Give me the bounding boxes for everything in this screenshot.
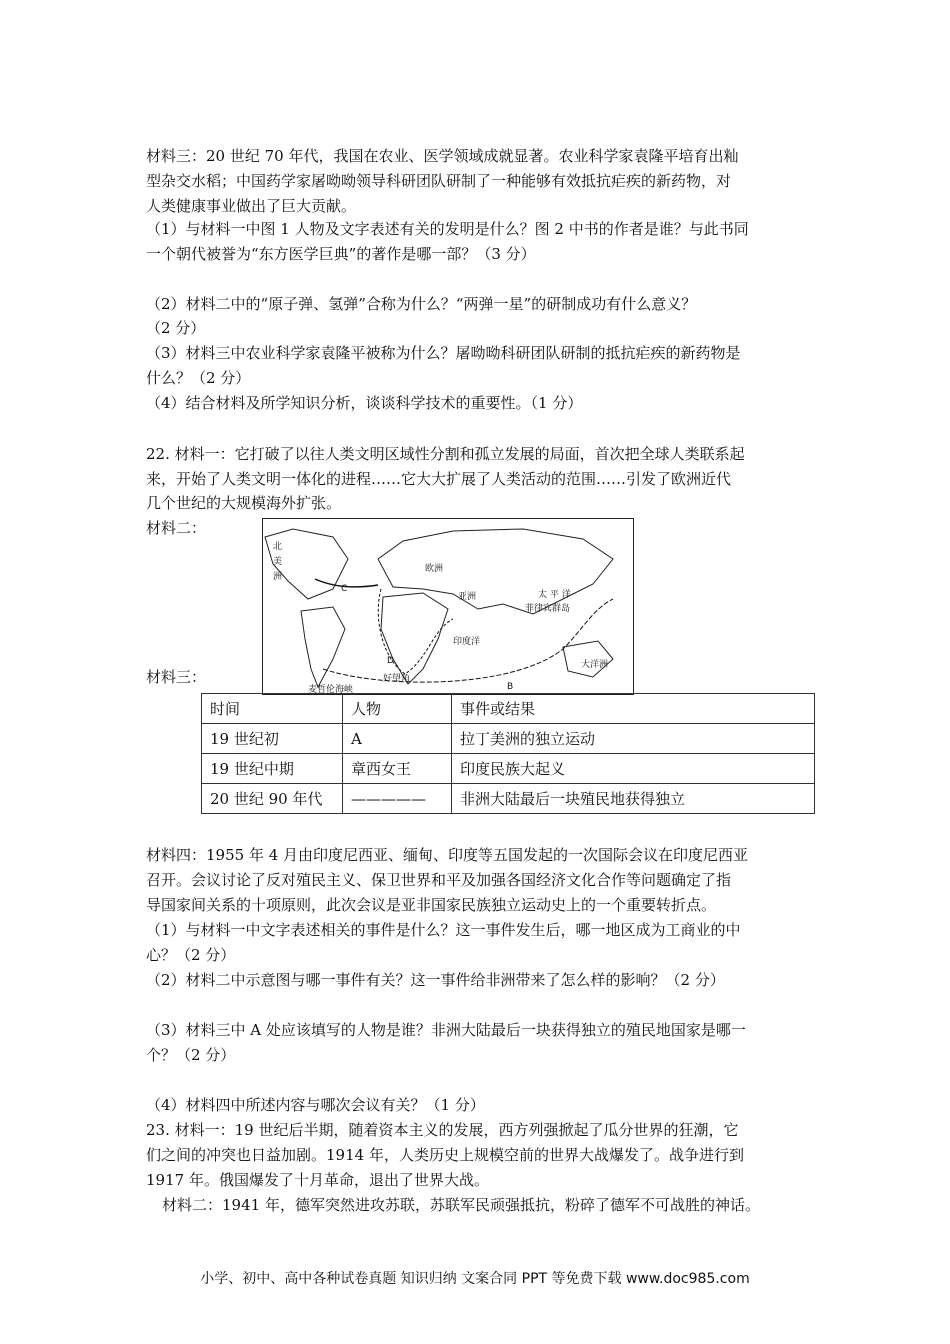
map-label-philippines: 菲律宾群岛 [525,604,571,614]
map-label-oceania: 大洋洲 [581,660,609,670]
question-22-1: （1）与材料一中文字表述相关的事件是什么？这一事件发生后，哪一地区成为工商业的中 [146,921,741,939]
table-row [202,724,815,754]
table-header-cell: 时间 [202,694,343,724]
question-22-4: （4）材料四中所述内容与哪次会议有关？（1 分） [146,1096,485,1114]
material-three-line: 型杂交水稻；中国药学家屠呦呦领导科研团队研制了一种能够有效抵抗疟疾的新药物，对 [146,172,732,190]
map-label-north-america-1: 北 [273,542,283,552]
material-three-label: 材料三： [146,668,207,686]
material-four-line: 召开。会议讨论了反对殖民主义、保卫世界和平及加强各国经济文化合作等问题确定了指 [146,871,732,889]
question-22-material-one: 来，开始了人类文明一体化的进程……它大大扩展了人类活动的范围……引发了欧洲近代 [146,470,732,488]
question-23-material-one: 23. 材料一：19 世纪后半期，随着资本主义的发展，西方列强掀起了瓜分世界的狂潮，它 [146,1121,739,1139]
question-21-1: 一个朝代被誉为“东方医学巨典”的著作是哪一部？（3 分） [146,245,536,263]
question-22-material-one: 几个世纪的大规模海外扩张。 [146,494,342,512]
material-three-line: 人类健康事业做出了巨大贡献。 [146,197,357,215]
table-cell: 非洲大陆最后一块殖民地获得独立 [452,784,815,814]
table-row [202,784,815,814]
map-label-north-america-3: 洲 [273,572,283,582]
question-21-3: 什么？（2 分） [146,369,251,387]
world-map-svg [263,519,633,694]
map-label-route-b: B [507,682,514,692]
question-21-2: （2 分） [146,319,206,337]
question-23-material-one: 们之间的冲突也日益加剧。1914 年，人类历史上规模空前的世界大战爆发了。战争进行到 [146,1146,744,1164]
question-21-1: （1）与材料一中图 1 人物及文字表述有关的发明是什么？图 2 中书的作者是谁？与此书同 [146,220,749,238]
question-21-4: （4）结合材料及所学知识分析，谈谈科学技术的重要性。（1 分） [146,394,583,412]
map-label-good-hope: 好望角 [383,674,411,684]
material-four-line: 导国家间关系的十项原则，此次会议是亚非国家民族独立运动史上的一个重要转折点。 [146,896,717,914]
material-two-label: 材料二： [146,519,207,537]
table-cell: 拉丁美洲的独立运动 [452,724,815,754]
table-cell: 印度民族大起义 [452,754,815,784]
oceania-shape [563,641,613,677]
table-header-cell: 人物 [343,694,452,724]
question-22-3: （3）材料三中 A 处应该填写的人物是谁？非洲大陆最后一块获得独立的殖民地国家是哪一 [146,1021,746,1039]
question-22-2: （2）材料二中示意图与哪一事件有关？这一事件给非洲带来了怎么样的影响？（2 分） [146,971,725,989]
table-cell: A [343,724,452,754]
table-cell: 19 世纪初 [202,724,343,754]
map-label-magellan: 麦哲伦海峡 [308,685,354,694]
table-cell: 20 世纪 90 年代 [202,784,343,814]
question-22-1: 心？（2 分） [146,946,236,964]
map-label-indian-ocean: 印度洋 [453,637,481,647]
question-21-2: （2）材料二中的“原子弹、氢弹”合称为什么？“两弹一星”的研制成功有什么意义？ [146,295,697,313]
map-label-north-america-2: 美 [273,557,283,567]
table-cell: 章西女王 [343,754,452,784]
question-23-material-one: 1917 年。俄国爆发了十月革命，退出了世界大战。 [146,1171,489,1189]
question-22-3: 个？（2 分） [146,1046,236,1064]
map-label-route-d: D [387,656,394,666]
south-america-shape [301,607,345,687]
question-23-material-two: 材料二：1941 年，德军突然进攻苏联，苏联军民顽强抵抗，粉碎了德军不可战胜的神话。 [162,1196,760,1214]
europe-asia-shape [378,529,613,614]
material-three-line: 材料三：20 世纪 70 年代，我国在农业、医学领域成就显著。农业科学家袁隆平培育出籼 [146,147,739,165]
events-table [201,693,815,814]
table-cell: ————— [343,784,452,814]
table-cell: 19 世纪中期 [202,754,343,784]
table-header-cell: 事件或结果 [452,694,815,724]
map-label-route-c: C [341,584,348,594]
material-four-line: 材料四：1955 年 4 月由印度尼西亚、缅甸、印度等五国发起的一次国际会议在印度尼西亚 [146,846,749,864]
question-22-material-one: 22. 材料一：它打破了以往人类文明区域性分割和孤立发展的局面，首次把全球人类联系起 [146,445,745,463]
voyage-route-map [262,518,634,695]
africa-shape [381,593,448,684]
map-label-europe: 欧洲 [425,564,444,574]
map-label-asia: 亚洲 [458,592,477,602]
page-footer: 小学、初中、高中各种试卷真题 知识归纳 文案合同 PPT 等免费下载 www.doc985.com [200,1271,750,1287]
question-21-3: （3）材料三中农业科学家袁隆平被称为什么？屠呦呦科研团队研制的抵抗疟疾的新药物是 [146,344,741,362]
map-label-pacific: 太 平 洋 [538,590,571,600]
table-row [202,754,815,784]
table-header-row [202,694,815,724]
